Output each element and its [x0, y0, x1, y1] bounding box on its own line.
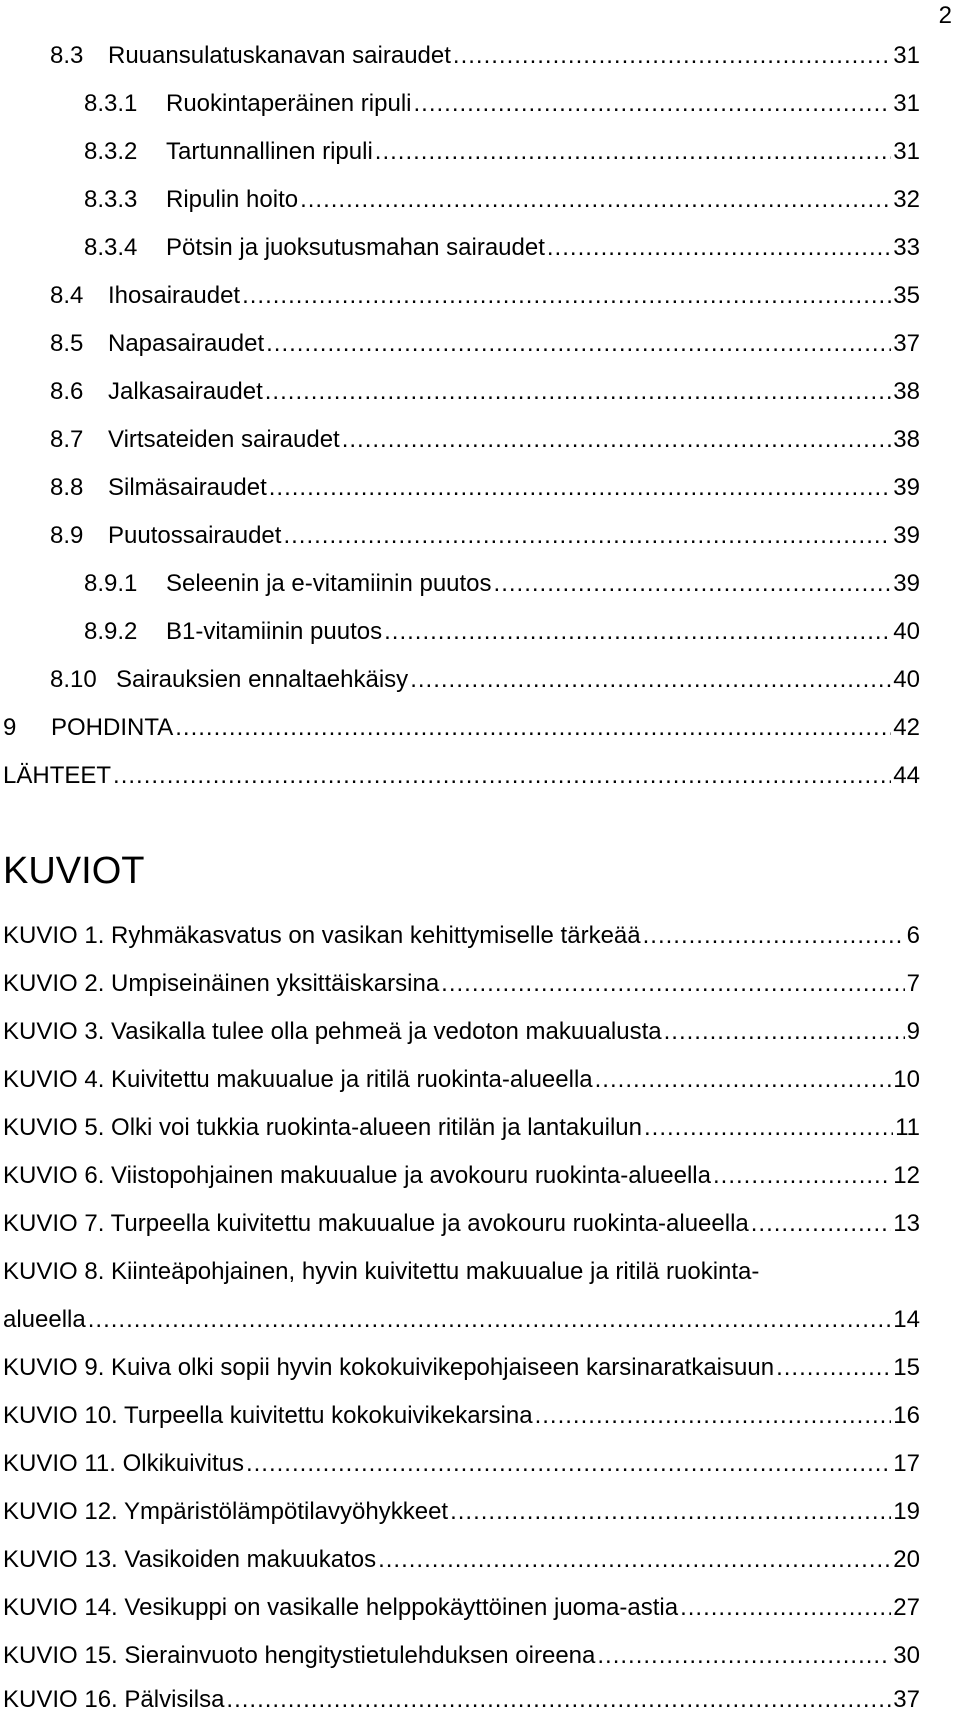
toc-leader-dots: [242, 280, 891, 312]
figure-entry-title: KUVIO 1. Ryhmäkasvatus on vasikan kehittymiselle tärkeää: [3, 922, 641, 949]
toc-entry-title: Sairauksien ennaltaehkäisy: [116, 666, 409, 693]
toc-entry-page: 40: [893, 666, 920, 693]
toc-entry[interactable]: [84, 136, 920, 168]
figure-entry-title: KUVIO 10. Turpeella kuivitettu kokokuivikekarsina: [3, 1402, 533, 1429]
figure-entry-title-line1[interactable]: KUVIO 8. Kiinteäpohjainen, hyvin kuivitettu makuualue ja ritilä ruokinta-: [3, 1258, 760, 1285]
toc-entry-number: 8.5: [50, 330, 84, 357]
figure-entry[interactable]: [3, 1304, 920, 1336]
figure-entry-title: KUVIO 16. Pälvisilsa: [3, 1686, 225, 1713]
toc-entry-number: 8.4: [50, 282, 84, 309]
toc-entry-title: Ruuansulatuskanavan sairaudet: [108, 42, 451, 69]
toc-entry-number: 9: [3, 714, 17, 741]
figure-entry-title: KUVIO 13. Vasikoiden makuukatos: [3, 1546, 377, 1573]
figure-entry-title: KUVIO 11. Olkikuivitus: [3, 1450, 244, 1477]
figure-entry-title: KUVIO 2. Umpiseinäinen yksittäiskarsina: [3, 970, 440, 997]
toc-entry-page: 32: [893, 186, 920, 213]
toc-entry[interactable]: [50, 40, 920, 72]
figure-entry-page: 20: [893, 1546, 920, 1573]
toc-entry[interactable]: [3, 760, 920, 792]
toc-entry-number: 8.3.1: [84, 90, 138, 117]
toc-entry-number: 8.7: [50, 426, 84, 453]
toc-leader-dots: [597, 1640, 891, 1672]
toc-entry-title: Puutossairaudet: [108, 522, 282, 549]
figure-entry-title: KUVIO 3. Vasikalla tulee olla pehmeä ja vedoton makuualusta: [3, 1018, 662, 1045]
figure-entry-page: 14: [893, 1306, 920, 1333]
figure-entry[interactable]: [3, 1016, 920, 1048]
toc-leader-dots: [283, 520, 891, 552]
figure-entry-page: 19: [893, 1498, 920, 1525]
toc-leader-dots: [751, 1208, 892, 1240]
figure-entry-page: 27: [893, 1594, 920, 1621]
toc-entry[interactable]: [50, 376, 920, 408]
figure-entry-title: KUVIO 6. Viistopohjainen makuualue ja avokouru ruokinta-alueella: [3, 1162, 711, 1189]
toc-entry[interactable]: [84, 568, 920, 600]
toc-entry-page: 31: [893, 90, 920, 117]
toc-leader-dots: [453, 40, 891, 72]
toc-entry[interactable]: [84, 184, 920, 216]
figure-entry-page: 30: [893, 1642, 920, 1669]
toc-entry[interactable]: [3, 712, 920, 744]
toc-entry-number: 8.8: [50, 474, 84, 501]
toc-entry-page: 40: [893, 618, 920, 645]
toc-entry-number: 8.9.2: [84, 618, 138, 645]
toc-leader-dots: [300, 184, 891, 216]
toc-leader-dots: [375, 136, 892, 168]
toc-entry-title: Ripulin hoito: [166, 186, 299, 213]
toc-entry-page: 33: [893, 234, 920, 261]
figure-entry-title: KUVIO 15. Sierainvuoto hengitystietulehduksen oireena: [3, 1642, 596, 1669]
toc-leader-dots: [595, 1064, 892, 1096]
figure-entry-page: 10: [893, 1066, 920, 1093]
toc-entry-title: Seleenin ja e-vitamiinin puutos: [166, 570, 492, 597]
toc-leader-dots: [713, 1160, 891, 1192]
toc-leader-dots: [384, 616, 891, 648]
toc-leader-dots: [246, 1448, 891, 1480]
toc-entry-page: 31: [893, 138, 920, 165]
toc-leader-dots: [643, 920, 905, 952]
figure-entry[interactable]: [3, 1640, 920, 1672]
toc-leader-dots: [776, 1352, 891, 1384]
figure-entry-title: KUVIO 12. Ympäristölämpötilavyöhykkeet: [3, 1498, 449, 1525]
figure-entry-page: 15: [893, 1354, 920, 1381]
toc-leader-dots: [535, 1400, 892, 1432]
toc-entry[interactable]: [50, 664, 920, 696]
toc-entry-page: 38: [893, 378, 920, 405]
toc-entry[interactable]: [50, 328, 920, 360]
toc-leader-dots: [269, 472, 892, 504]
toc-entry-number: 8.9.1: [84, 570, 138, 597]
toc-leader-dots: [378, 1544, 891, 1576]
figure-entry-page: 13: [893, 1210, 920, 1237]
figure-entry-page: 11: [895, 1114, 920, 1141]
toc-leader-dots: [450, 1496, 891, 1528]
figures-heading: KUVIOT: [3, 850, 145, 892]
toc-entry-number: 8.9: [50, 522, 84, 549]
toc-entry-page: 31: [893, 42, 920, 69]
figure-entry[interactable]: [3, 1684, 920, 1716]
toc-leader-dots: [226, 1684, 891, 1716]
toc-entry[interactable]: [84, 232, 920, 264]
toc-entry[interactable]: [84, 88, 920, 120]
toc-entry-number: 8.3.3: [84, 186, 138, 213]
toc-leader-dots: [410, 664, 891, 696]
page-number: 2: [938, 2, 952, 29]
toc-entry-page: 39: [893, 522, 920, 549]
toc-entry-title: Tartunnallinen ripuli: [166, 138, 373, 165]
figure-entry-page: 12: [893, 1162, 920, 1189]
toc-leader-dots: [175, 712, 891, 744]
toc-leader-dots: [494, 568, 892, 600]
toc-entry-title: Ruokintaperäinen ripuli: [166, 90, 412, 117]
toc-entry-title: Napasairaudet: [108, 330, 265, 357]
toc-entry[interactable]: [50, 280, 920, 312]
toc-leader-dots: [680, 1592, 891, 1624]
figure-entry-page: 9: [906, 1018, 920, 1045]
figure-entry-title: KUVIO 4. Kuivitettu makuualue ja ritilä ruokinta-alueella: [3, 1066, 593, 1093]
toc-entry-title: Pötsin ja juoksutusmahan sairaudet: [166, 234, 545, 261]
toc-leader-dots: [266, 328, 891, 360]
toc-entry-title: Jalkasairaudet: [108, 378, 263, 405]
figure-entry-title: KUVIO 14. Vesikuppi on vasikalle helppokäyttöinen juoma-astia: [3, 1594, 679, 1621]
toc-entry-page: 38: [893, 426, 920, 453]
toc-entry-page: 39: [893, 570, 920, 597]
toc-entry[interactable]: [50, 424, 920, 456]
toc-entry-number: 8.3.4: [84, 234, 138, 261]
toc-leader-dots: [547, 232, 891, 264]
figure-entry-title: KUVIO 7. Turpeella kuivitettu makuualue ja avokouru ruokinta-alueella: [3, 1210, 749, 1237]
toc-entry-number: 8.3: [50, 42, 84, 69]
toc-entry-title: Ihosairaudet: [108, 282, 241, 309]
figure-entry[interactable]: [3, 968, 920, 1000]
figure-entry-page: 16: [893, 1402, 920, 1429]
toc-leader-dots: [664, 1016, 905, 1048]
figure-entry[interactable]: [3, 1112, 920, 1144]
toc-leader-dots: [113, 760, 891, 792]
figure-entry[interactable]: [3, 1064, 920, 1096]
toc-leader-dots: [265, 376, 892, 408]
toc-entry-title: B1-vitamiinin puutos: [166, 618, 383, 645]
toc-entry[interactable]: [50, 520, 920, 552]
figure-entry[interactable]: [3, 1160, 920, 1192]
toc-entry[interactable]: [50, 472, 920, 504]
figure-entry-page: 37: [893, 1686, 920, 1713]
toc-entry-page: 37: [893, 330, 920, 357]
toc-entry-page: 44: [893, 762, 920, 789]
figure-entry-title: KUVIO 9. Kuiva olki sopii hyvin kokokuivikepohjaiseen karsinaratkaisuun: [3, 1354, 775, 1381]
figure-entry-title: alueella: [3, 1306, 86, 1333]
toc-entry-title: POHDINTA: [51, 714, 174, 741]
toc-entry[interactable]: [84, 616, 920, 648]
figure-entry-page: 7: [906, 970, 920, 997]
toc-leader-dots: [413, 88, 891, 120]
figure-entry[interactable]: [3, 920, 920, 952]
toc-leader-dots: [88, 1304, 892, 1336]
figure-entry[interactable]: [3, 1208, 920, 1240]
toc-entry-number: 8.3.2: [84, 138, 138, 165]
figure-entry[interactable]: [3, 1352, 920, 1384]
toc-entry-page: 39: [893, 474, 920, 501]
figure-entry[interactable]: [3, 1592, 920, 1624]
figure-entry[interactable]: [3, 1448, 920, 1480]
toc-entry-page: 35: [893, 282, 920, 309]
toc-entry-number: 8.10: [50, 666, 97, 693]
figure-entry[interactable]: [3, 1496, 920, 1528]
figure-entry-title: KUVIO 5. Olki voi tukkia ruokinta-alueen ritilän ja lantakuilun: [3, 1114, 642, 1141]
figure-entry[interactable]: [3, 1544, 920, 1576]
toc-leader-dots: [342, 424, 892, 456]
toc-entry-title: LÄHTEET: [3, 762, 112, 789]
toc-entry-title: Silmäsairaudet: [108, 474, 267, 501]
figure-entry[interactable]: [3, 1400, 920, 1432]
figure-entry-page: 17: [893, 1450, 920, 1477]
toc-leader-dots: [441, 968, 904, 1000]
toc-leader-dots: [644, 1112, 893, 1144]
toc-entry-page: 42: [893, 714, 920, 741]
toc-entry-title: Virtsateiden sairaudet: [108, 426, 340, 453]
toc-entry-number: 8.6: [50, 378, 84, 405]
figure-entry-page: 6: [906, 922, 920, 949]
